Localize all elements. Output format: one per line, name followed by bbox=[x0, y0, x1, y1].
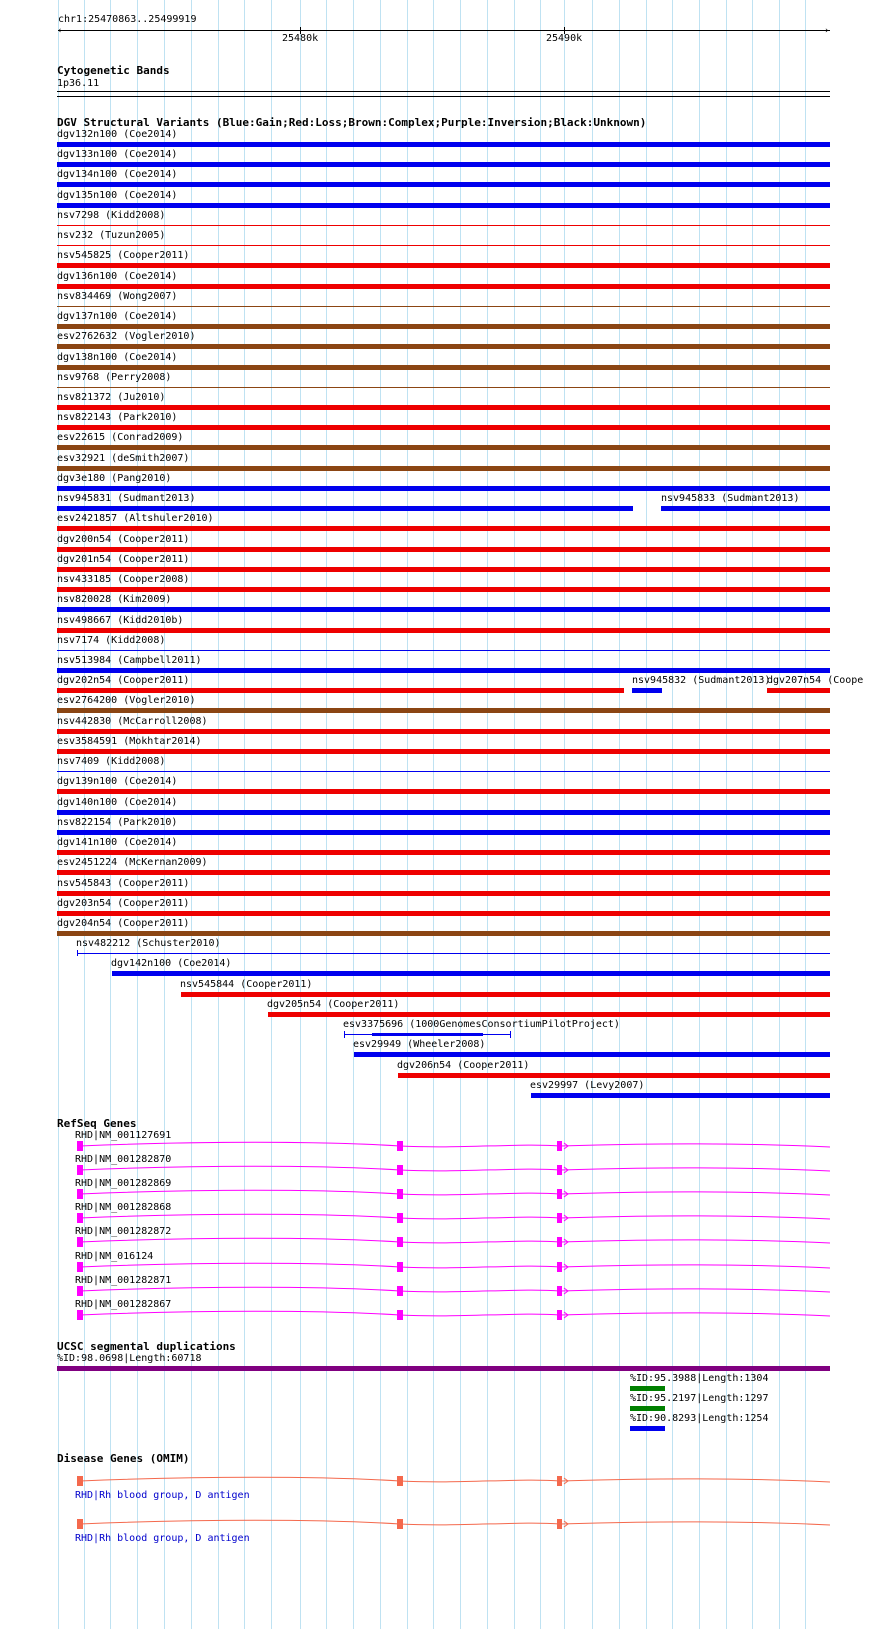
variant-label[interactable]: nsv545843 (Cooper2011) bbox=[57, 878, 190, 889]
variant-label[interactable]: esv3375696 (1000GenomesConsortiumPilotProject) bbox=[343, 1019, 620, 1030]
variant-bar[interactable] bbox=[57, 387, 830, 388]
omim-exon bbox=[397, 1476, 403, 1486]
variant-bar[interactable] bbox=[57, 650, 830, 651]
variant-label[interactable]: nsv232 (Tuzun2005) bbox=[57, 230, 166, 241]
variant-label[interactable]: dgv132n100 (Coe2014) bbox=[57, 129, 178, 140]
refseq-gene-model[interactable] bbox=[0, 1139, 890, 1153]
ruler-tick-label: 25480k bbox=[282, 33, 319, 44]
variant-label[interactable]: dgv207n54 (Coope bbox=[767, 675, 864, 686]
variant-bar[interactable] bbox=[112, 971, 830, 976]
segdup-small-label[interactable]: %ID:95.3988|Length:1304 bbox=[630, 1373, 769, 1384]
variant-bar[interactable] bbox=[57, 466, 830, 471]
variant-bar[interactable] bbox=[57, 225, 830, 226]
omim-gene-model[interactable] bbox=[0, 1517, 890, 1531]
refseq-exon bbox=[557, 1213, 562, 1223]
variant-label[interactable]: dgv140n100 (Coe2014) bbox=[57, 797, 178, 808]
variant-bar[interactable] bbox=[57, 405, 830, 410]
segdup-small-bar[interactable] bbox=[630, 1426, 665, 1431]
refseq-intron-line bbox=[80, 1287, 830, 1292]
variant-label[interactable]: dgv205n54 (Cooper2011) bbox=[267, 999, 400, 1010]
variant-bar[interactable] bbox=[57, 931, 830, 936]
omim-gene-model[interactable] bbox=[0, 1474, 890, 1488]
gene-label[interactable]: RHD|NM_016124 bbox=[75, 1251, 154, 1262]
variant-label[interactable]: nsv545825 (Cooper2011) bbox=[57, 250, 190, 261]
variant-label[interactable]: nsv513984 (Campbell2011) bbox=[57, 655, 202, 666]
refseq-intron-line bbox=[80, 1190, 830, 1195]
omim-exon bbox=[557, 1519, 562, 1529]
variant-bar[interactable] bbox=[57, 830, 830, 835]
cytoband-edge bbox=[57, 96, 830, 97]
variant-bar[interactable] bbox=[57, 870, 830, 875]
variant-bar[interactable] bbox=[57, 284, 830, 289]
variant-bar[interactable] bbox=[57, 263, 830, 268]
variant-label[interactable]: dgv137n100 (Coe2014) bbox=[57, 311, 178, 322]
variant-label[interactable]: nsv945832 (Sudmant2013) bbox=[632, 675, 771, 686]
variant-label[interactable]: dgv142n100 (Coe2014) bbox=[111, 958, 232, 969]
refseq-exon bbox=[77, 1262, 83, 1272]
variant-bar[interactable] bbox=[57, 771, 830, 772]
variant-label[interactable]: dgv200n54 (Cooper2011) bbox=[57, 534, 190, 545]
variant-label[interactable]: dgv201n54 (Cooper2011) bbox=[57, 554, 190, 565]
variant-bar-cap bbox=[77, 950, 78, 956]
segdup-label[interactable]: %ID:98.0698|Length:60718 bbox=[57, 1353, 202, 1364]
variant-label[interactable]: nsv822143 (Park2010) bbox=[57, 412, 178, 423]
refseq-exon bbox=[397, 1165, 403, 1175]
refseq-gene-model[interactable] bbox=[0, 1187, 890, 1201]
variant-label[interactable]: dgv133n100 (Coe2014) bbox=[57, 149, 178, 160]
refseq-exon bbox=[397, 1189, 403, 1199]
refseq-intron-line bbox=[80, 1142, 830, 1147]
omim-exon bbox=[77, 1519, 83, 1529]
variant-bar[interactable] bbox=[57, 850, 830, 855]
variant-bar[interactable] bbox=[57, 245, 830, 246]
gene-label[interactable]: RHD|NM_001282870 bbox=[75, 1154, 172, 1165]
refseq-exon bbox=[397, 1237, 403, 1247]
refseq-exon bbox=[557, 1141, 562, 1151]
refseq-exon bbox=[397, 1262, 403, 1272]
variant-bar[interactable] bbox=[57, 506, 633, 511]
ruler-left-arrow: ‹ bbox=[57, 26, 63, 36]
variant-bar[interactable] bbox=[57, 587, 830, 592]
variant-bar[interactable] bbox=[57, 142, 830, 147]
variant-bar[interactable] bbox=[398, 1073, 830, 1078]
variant-label[interactable]: esv2764200 (Vogler2010) bbox=[57, 695, 196, 706]
variant-bar[interactable] bbox=[372, 1033, 483, 1036]
variant-bar[interactable] bbox=[57, 324, 830, 329]
variant-bar[interactable] bbox=[57, 567, 830, 572]
gene-label[interactable]: RHD|NM_001282869 bbox=[75, 1178, 172, 1189]
refseq-exon bbox=[77, 1237, 83, 1247]
gene-label[interactable]: RHD|NM_001282871 bbox=[75, 1275, 172, 1286]
variant-bar[interactable] bbox=[181, 992, 830, 997]
gene-label[interactable]: RHD|NM_001282867 bbox=[75, 1299, 172, 1310]
variant-label[interactable]: esv29949 (Wheeler2008) bbox=[353, 1039, 486, 1050]
variant-bar[interactable] bbox=[531, 1093, 830, 1098]
refseq-gene-model[interactable] bbox=[0, 1260, 890, 1274]
variant-label[interactable]: dgv3e180 (Pang2010) bbox=[57, 473, 172, 484]
variant-label[interactable]: esv29997 (Levy2007) bbox=[530, 1080, 645, 1091]
segdup-bar[interactable] bbox=[57, 1366, 830, 1371]
refseq-gene-model[interactable] bbox=[0, 1235, 890, 1249]
variant-bar[interactable] bbox=[57, 708, 830, 713]
variant-bar[interactable] bbox=[57, 203, 830, 208]
track-title[interactable]: Cytogenetic Bands bbox=[57, 64, 170, 77]
variant-bar[interactable] bbox=[632, 688, 662, 693]
segdup-small-label[interactable]: %ID:90.8293|Length:1254 bbox=[630, 1413, 769, 1424]
refseq-intron-line bbox=[80, 1263, 830, 1268]
variant-label[interactable]: nsv482212 (Schuster2010) bbox=[76, 938, 221, 949]
variant-bar[interactable] bbox=[57, 789, 830, 794]
refseq-exon bbox=[557, 1286, 562, 1296]
variant-bar[interactable] bbox=[57, 365, 830, 370]
variant-label[interactable]: nsv945833 (Sudmant2013) bbox=[661, 493, 800, 504]
omim-intron-line bbox=[80, 1520, 830, 1525]
refseq-gene-model[interactable] bbox=[0, 1163, 890, 1177]
gene-label[interactable]: RHD|NM_001282868 bbox=[75, 1202, 172, 1213]
variant-bar[interactable] bbox=[57, 526, 830, 531]
variant-label[interactable]: nsv7409 (Kidd2008) bbox=[57, 756, 166, 767]
track-title[interactable]: Disease Genes (OMIM) bbox=[57, 1452, 190, 1465]
variant-bar[interactable] bbox=[57, 729, 830, 734]
variant-label[interactable]: nsv9768 (Perry2008) bbox=[57, 372, 172, 383]
variant-label[interactable]: esv2762632 (Vogler2010) bbox=[57, 331, 196, 342]
refseq-exon bbox=[397, 1310, 403, 1320]
refseq-exon bbox=[557, 1237, 562, 1247]
variant-bar[interactable] bbox=[268, 1012, 830, 1017]
variant-label[interactable]: nsv433185 (Cooper2008) bbox=[57, 574, 190, 585]
refseq-exon bbox=[77, 1165, 83, 1175]
refseq-exon bbox=[77, 1310, 83, 1320]
refseq-exon bbox=[397, 1141, 403, 1151]
variant-bar[interactable] bbox=[57, 182, 830, 187]
variant-bar[interactable] bbox=[57, 688, 624, 693]
omim-exon bbox=[77, 1476, 83, 1486]
ruler-tick-label: 25490k bbox=[546, 33, 583, 44]
refseq-exon bbox=[557, 1310, 562, 1320]
variant-bar-cap bbox=[510, 1031, 511, 1038]
refseq-exon bbox=[557, 1165, 562, 1175]
variant-label[interactable]: dgv141n100 (Coe2014) bbox=[57, 837, 178, 848]
refseq-exon bbox=[77, 1189, 83, 1199]
segdup-small-bar[interactable] bbox=[630, 1406, 665, 1411]
variant-bar-cap bbox=[344, 1031, 345, 1038]
refseq-exon bbox=[77, 1213, 83, 1223]
cytoband-edge bbox=[57, 91, 830, 92]
variant-label[interactable]: esv2421857 (Altshuler2010) bbox=[57, 513, 214, 524]
variant-label[interactable]: dgv138n100 (Coe2014) bbox=[57, 352, 178, 363]
variant-label[interactable]: esv22615 (Conrad2009) bbox=[57, 432, 184, 443]
track-title[interactable]: RefSeq Genes bbox=[57, 1117, 137, 1130]
variant-label[interactable]: dgv206n54 (Cooper2011) bbox=[397, 1060, 530, 1071]
variant-bar[interactable] bbox=[57, 891, 830, 896]
variant-bar[interactable] bbox=[354, 1052, 830, 1057]
variant-bar[interactable] bbox=[57, 668, 830, 673]
variant-label[interactable]: esv3584591 (Mokhtar2014) bbox=[57, 736, 202, 747]
variant-bar[interactable] bbox=[57, 344, 830, 349]
variant-label[interactable]: dgv135n100 (Coe2014) bbox=[57, 190, 178, 201]
variant-bar[interactable] bbox=[57, 547, 830, 552]
variant-label[interactable]: nsv945831 (Sudmant2013) bbox=[57, 493, 196, 504]
variant-label[interactable]: dgv139n100 (Coe2014) bbox=[57, 776, 178, 787]
variant-bar[interactable] bbox=[57, 749, 830, 754]
variant-label[interactable]: nsv498667 (Kidd2010b) bbox=[57, 615, 184, 626]
variant-label[interactable]: dgv136n100 (Coe2014) bbox=[57, 271, 178, 282]
omim-gene-label[interactable]: RHD|Rh blood group, D antigen bbox=[75, 1490, 250, 1501]
variant-bar[interactable] bbox=[57, 162, 830, 167]
segdup-small-bar[interactable] bbox=[630, 1386, 665, 1391]
variant-label[interactable]: dgv134n100 (Coe2014) bbox=[57, 169, 178, 180]
refseq-gene-model[interactable] bbox=[0, 1284, 890, 1298]
refseq-gene-model[interactable] bbox=[0, 1308, 890, 1322]
variant-label[interactable]: dgv203n54 (Cooper2011) bbox=[57, 898, 190, 909]
ruler-axis bbox=[58, 30, 830, 31]
omim-exon bbox=[557, 1476, 562, 1486]
variant-bar[interactable] bbox=[57, 486, 830, 491]
variant-label[interactable]: esv2451224 (McKernan2009) bbox=[57, 857, 208, 868]
variant-bar[interactable] bbox=[661, 506, 830, 511]
variant-label[interactable]: nsv7298 (Kidd2008) bbox=[57, 210, 166, 221]
variant-label[interactable]: nsv820028 (Kim2009) bbox=[57, 594, 172, 605]
variant-bar[interactable] bbox=[57, 810, 830, 815]
variant-bar[interactable] bbox=[57, 911, 830, 916]
gene-label[interactable]: RHD|NM_001282872 bbox=[75, 1226, 172, 1237]
refseq-intron-line bbox=[80, 1238, 830, 1243]
refseq-exon bbox=[77, 1141, 83, 1151]
ruler-right-arrow: › bbox=[824, 26, 830, 36]
refseq-gene-model[interactable] bbox=[0, 1211, 890, 1225]
refseq-intron-line bbox=[80, 1214, 830, 1219]
variant-label[interactable]: esv32921 (deSmith2007) bbox=[57, 453, 190, 464]
variant-bar[interactable] bbox=[57, 445, 830, 450]
refseq-exon bbox=[397, 1213, 403, 1223]
refseq-exon bbox=[557, 1189, 562, 1199]
variant-bar[interactable] bbox=[767, 688, 830, 693]
variant-label[interactable]: dgv202n54 (Cooper2011) bbox=[57, 675, 190, 686]
variant-label[interactable]: nsv834469 (Wong2007) bbox=[57, 291, 178, 302]
gene-label[interactable]: RHD|NM_001127691 bbox=[75, 1130, 172, 1141]
cytoband-label: 1p36.11 bbox=[57, 78, 100, 89]
variant-bar[interactable] bbox=[57, 306, 830, 307]
track-title[interactable]: UCSC segmental duplications bbox=[57, 1340, 236, 1353]
refseq-intron-line bbox=[80, 1311, 830, 1316]
variant-bar[interactable] bbox=[77, 953, 830, 954]
variant-label[interactable]: dgv204n54 (Cooper2011) bbox=[57, 918, 190, 929]
region-label: chr1:25470863..25499919 bbox=[58, 14, 197, 25]
omim-exon bbox=[397, 1519, 403, 1529]
variant-label[interactable]: nsv442830 (McCarroll2008) bbox=[57, 716, 208, 727]
refseq-exon bbox=[77, 1286, 83, 1296]
variant-bar[interactable] bbox=[57, 425, 830, 430]
omim-intron-line bbox=[80, 1477, 830, 1482]
segdup-small-label[interactable]: %ID:95.2197|Length:1297 bbox=[630, 1393, 769, 1404]
variant-label[interactable]: nsv821372 (Ju2010) bbox=[57, 392, 166, 403]
refseq-exon bbox=[397, 1286, 403, 1296]
refseq-exon bbox=[557, 1262, 562, 1272]
refseq-intron-line bbox=[80, 1166, 830, 1171]
variant-label[interactable]: nsv822154 (Park2010) bbox=[57, 817, 178, 828]
variant-bar[interactable] bbox=[57, 628, 830, 633]
variant-label[interactable]: nsv7174 (Kidd2008) bbox=[57, 635, 166, 646]
variant-bar[interactable] bbox=[57, 607, 830, 612]
omim-gene-label[interactable]: RHD|Rh blood group, D antigen bbox=[75, 1533, 250, 1544]
variant-label[interactable]: nsv545844 (Cooper2011) bbox=[180, 979, 313, 990]
track-title[interactable]: DGV Structural Variants (Blue:Gain;Red:Loss;Brown:Complex;Purple:Inversion;Black:Unknown) bbox=[57, 116, 647, 129]
